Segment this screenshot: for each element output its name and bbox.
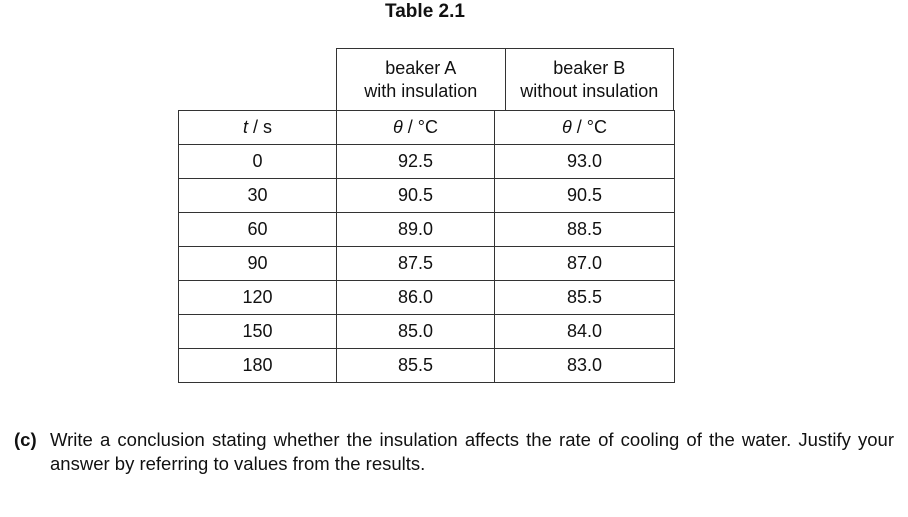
- beaker-a-temp-cell: 87.5: [337, 247, 495, 281]
- column-header-group: [336, 48, 674, 110]
- beaker-a-temp-cell: 92.5: [337, 145, 495, 179]
- time-cell: 90: [179, 247, 337, 281]
- beaker-b-temp-cell: 93.0: [495, 145, 675, 179]
- beaker-a-temp-cell: 90.5: [337, 179, 495, 213]
- table-row: [179, 349, 675, 383]
- beaker-b-temp-cell: 90.5: [495, 179, 675, 213]
- time-cell: 150: [179, 315, 337, 349]
- table-row: [179, 281, 675, 315]
- results-table: [178, 110, 675, 383]
- table-row: [179, 315, 675, 349]
- question-c: [14, 428, 894, 476]
- beaker-b-temp-cell: 84.0: [495, 315, 675, 349]
- temp-b-unit-header: θ / °C: [495, 111, 675, 145]
- table-row: [179, 145, 675, 179]
- time-cell: 60: [179, 213, 337, 247]
- beaker-a-name: beaker A: [385, 57, 457, 78]
- beaker-a-temp-cell: 85.0: [337, 315, 495, 349]
- question-label: (c): [14, 429, 37, 450]
- time-cell: 120: [179, 281, 337, 315]
- temp-a-unit-header: θ / °C: [337, 111, 495, 145]
- beaker-b-temp-cell: 87.0: [495, 247, 675, 281]
- beaker-b-condition: without insulation: [520, 80, 659, 101]
- table-row: [179, 213, 675, 247]
- beaker-b-temp-cell: 85.5: [495, 281, 675, 315]
- unit-row: [179, 111, 675, 145]
- table-row: [179, 247, 675, 281]
- beaker-a-condition: with insulation: [364, 80, 478, 101]
- column-header-beaker-b: [505, 49, 674, 110]
- beaker-a-temp-cell: 86.0: [337, 281, 495, 315]
- beaker-b-name: beaker B: [553, 57, 626, 78]
- time-cell: 0: [179, 145, 337, 179]
- beaker-a-temp-cell: 89.0: [337, 213, 495, 247]
- beaker-b-temp-cell: 83.0: [495, 349, 675, 383]
- beaker-a-temp-cell: 85.5: [337, 349, 495, 383]
- column-header-beaker-a: [337, 49, 505, 110]
- beaker-b-temp-cell: 88.5: [495, 213, 675, 247]
- table-row: [179, 179, 675, 213]
- question-text: Write a conclusion stating whether the insulation affects the rate of cooling of the water. Justify your answer by referring to values from the results.: [50, 429, 894, 474]
- time-cell: 180: [179, 349, 337, 383]
- time-unit-header: t / s: [179, 111, 337, 145]
- time-cell: 30: [179, 179, 337, 213]
- table-title: Table 2.1: [385, 1, 465, 22]
